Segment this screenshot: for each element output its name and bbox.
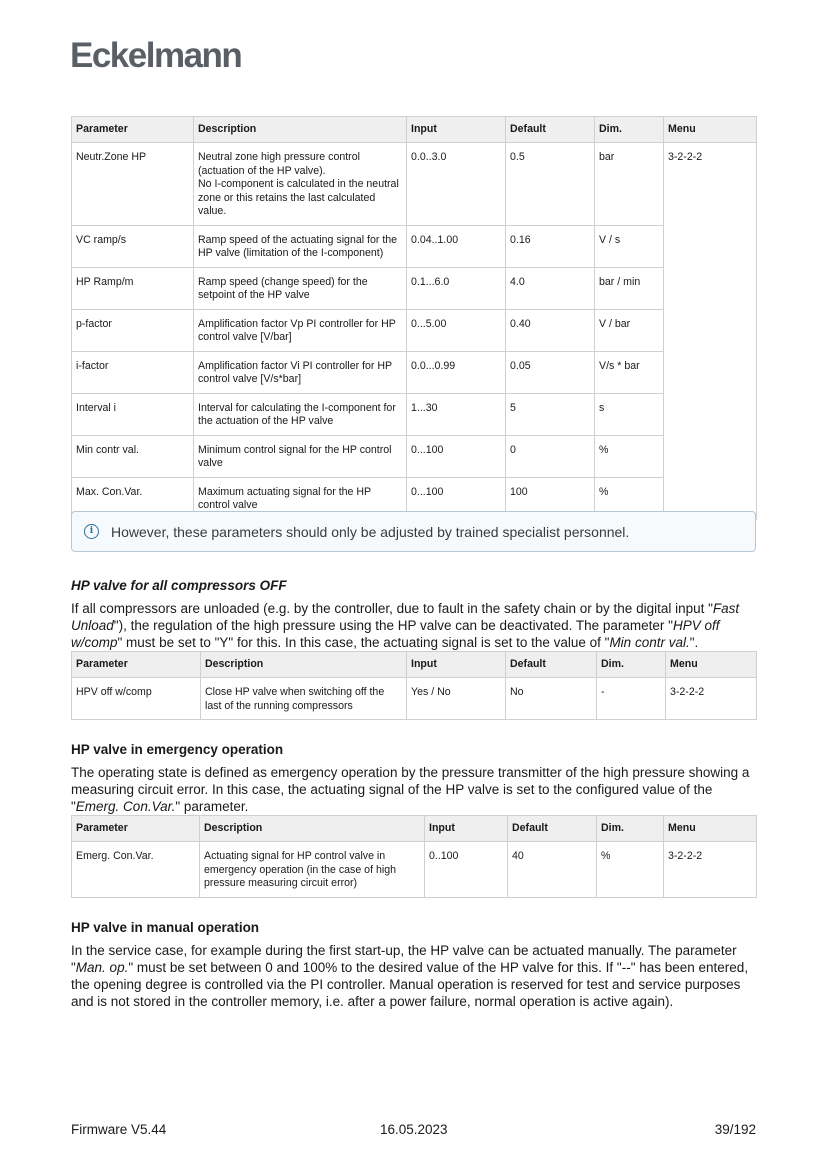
cell-dim: V / bar	[595, 309, 664, 351]
cell-default: 40	[508, 842, 597, 898]
cell-parameter: Neutr.Zone HP	[72, 143, 194, 226]
cell-default: 0.40	[506, 309, 595, 351]
table-row	[72, 309, 757, 351]
cell-input: 0..100	[425, 842, 508, 898]
col-header-dim: Dim.	[595, 117, 664, 143]
cell-parameter: HP Ramp/m	[72, 267, 194, 309]
cell-description: Amplification factor Vi PI controller for HP control valve [V/s*bar]	[194, 351, 407, 393]
col-header-input: Input	[407, 117, 506, 143]
cell-default: 0.05	[506, 351, 595, 393]
cell-input: 1...30	[407, 393, 506, 435]
col-header-parameter: Parameter	[72, 117, 194, 143]
cell-description: Minimum control signal for the HP control valve	[194, 435, 407, 477]
cell-input: 0...100	[407, 477, 506, 519]
cell-input: Yes / No	[407, 678, 506, 720]
col-header-dim: Dim.	[597, 816, 664, 842]
footer-firmware: Firmware V5.44	[71, 1122, 167, 1137]
cell-input: 0...100	[407, 435, 506, 477]
footer-date: 16.05.2023	[380, 1122, 448, 1137]
table-row	[72, 842, 757, 898]
section-text-all-compressors-off: If all compressors are unloaded (e.g. by the controller, due to fault in the safety chain or by the digital input "Fast Unload"), the regulation of the high pressure using the HP valve can be deactivated. The parameter "HPV off w/comp" must be set to "Y" for this. In this case, the actuating signal is set to the value of "Min contr val.".	[71, 601, 740, 650]
table-row	[72, 143, 757, 226]
cell-default: 0	[506, 435, 595, 477]
cell-dim: bar / min	[595, 267, 664, 309]
col-header-menu: Menu	[666, 652, 757, 678]
table-row	[72, 225, 757, 267]
hp-valve-parameter-table	[71, 116, 757, 520]
section-heading-all-compressors-off: HP valve for all compressors OFF	[71, 578, 287, 593]
info-note-text: However, these parameters should only be adjusted by trained specialist personnel.	[111, 523, 630, 540]
col-header-default: Default	[506, 652, 597, 678]
col-header-input: Input	[407, 652, 506, 678]
cell-dim: %	[595, 435, 664, 477]
cell-description: Close HP valve when switching off the last of the running compressors	[201, 678, 407, 720]
eckelmann-logo: Eckelmann	[70, 36, 242, 75]
col-header-description: Description	[201, 652, 407, 678]
col-header-parameter: Parameter	[72, 652, 201, 678]
cell-default: 100	[506, 477, 595, 519]
cell-dim: V/s * bar	[595, 351, 664, 393]
section-heading-emergency-operation: HP valve in emergency operation	[71, 742, 284, 757]
table-header-row	[72, 652, 757, 678]
cell-description: Actuating signal for HP control valve in emergency operation (in the case of high pressure measuring circuit error)	[200, 842, 425, 898]
col-header-description: Description	[200, 816, 425, 842]
table-row	[72, 393, 757, 435]
col-header-description: Description	[194, 117, 407, 143]
cell-description: Maximum actuating signal for the HP control valve	[194, 477, 407, 519]
cell-default: No	[506, 678, 597, 720]
col-header-default: Default	[508, 816, 597, 842]
cell-menu: 3-2-2-2	[664, 842, 757, 898]
footer-page-number: 39/192	[714, 1122, 756, 1137]
table-row	[72, 267, 757, 309]
info-icon: i	[84, 524, 99, 539]
cell-menu: 3-2-2-2	[664, 143, 757, 520]
cell-description: Ramp speed (change speed) for the setpoint of the HP valve	[194, 267, 407, 309]
cell-dim: %	[597, 842, 664, 898]
cell-input: 0.1...6.0	[407, 267, 506, 309]
col-header-default: Default	[506, 117, 595, 143]
table-row	[72, 351, 757, 393]
cell-parameter: Emerg. Con.Var.	[72, 842, 200, 898]
table-row	[72, 678, 757, 720]
emergency-parameter-table	[71, 815, 757, 898]
cell-dim: V / s	[595, 225, 664, 267]
cell-default: 0.5	[506, 143, 595, 226]
info-note	[71, 511, 756, 552]
cell-description: Amplification factor Vp PI controller for HP control valve [V/bar]	[194, 309, 407, 351]
cell-input: 0...5.00	[407, 309, 506, 351]
cell-parameter: p-factor	[72, 309, 194, 351]
cell-description: Ramp speed of the actuating signal for the HP valve (limitation of the I-component)	[194, 225, 407, 267]
table-row	[72, 435, 757, 477]
cell-default: 0.16	[506, 225, 595, 267]
cell-parameter: i-factor	[72, 351, 194, 393]
col-header-menu: Menu	[664, 816, 757, 842]
section-text-emergency-operation: The operating state is defined as emergency operation by the pressure transmitter of the high pressure showing a measuring circuit error. In this case, the actuating signal of the HP valve is set to the configured value of the "Emerg. Con.Var." parameter.	[71, 765, 750, 814]
cell-dim: bar	[595, 143, 664, 226]
table-header-row	[72, 117, 757, 143]
cell-menu: 3-2-2-2	[666, 678, 757, 720]
section-text-manual-operation: In the service case, for example during the first start-up, the HP valve can be actuated manually. The parameter "Man. op." must be set between 0 and 100% to the desired value of the HP valve for this. If "--" has been entered, the opening degree is controlled via the PI controller. Manual operation is reserved for test and service purposes and is not stored in the controller memory, i.e. after a power failure, normal operation is active again).	[71, 943, 749, 1009]
section-heading-manual-operation: HP valve in manual operation	[71, 920, 260, 935]
table-header-row	[72, 816, 757, 842]
cell-default: 5	[506, 393, 595, 435]
cell-dim: %	[595, 477, 664, 519]
hpv-off-parameter-table	[71, 651, 757, 720]
col-header-parameter: Parameter	[72, 816, 200, 842]
cell-parameter: Min contr val.	[72, 435, 194, 477]
col-header-input: Input	[425, 816, 508, 842]
cell-dim: s	[595, 393, 664, 435]
cell-description: Interval for calculating the I-component for the actuation of the HP valve	[194, 393, 407, 435]
cell-input: 0.0..3.0	[407, 143, 506, 226]
cell-parameter: Interval i	[72, 393, 194, 435]
col-header-menu: Menu	[664, 117, 757, 143]
cell-description: Neutral zone high pressure control (actuation of the HP valve). No I-component is calculated in the neutral zone or this retains the last calculated value.	[194, 143, 407, 226]
cell-input: 0.0...0.99	[407, 351, 506, 393]
cell-dim: -	[597, 678, 666, 720]
cell-parameter: HPV off w/comp	[72, 678, 201, 720]
cell-parameter: Max. Con.Var.	[72, 477, 194, 519]
col-header-dim: Dim.	[597, 652, 666, 678]
cell-default: 4.0	[506, 267, 595, 309]
cell-input: 0.04..1.00	[407, 225, 506, 267]
cell-parameter: VC ramp/s	[72, 225, 194, 267]
